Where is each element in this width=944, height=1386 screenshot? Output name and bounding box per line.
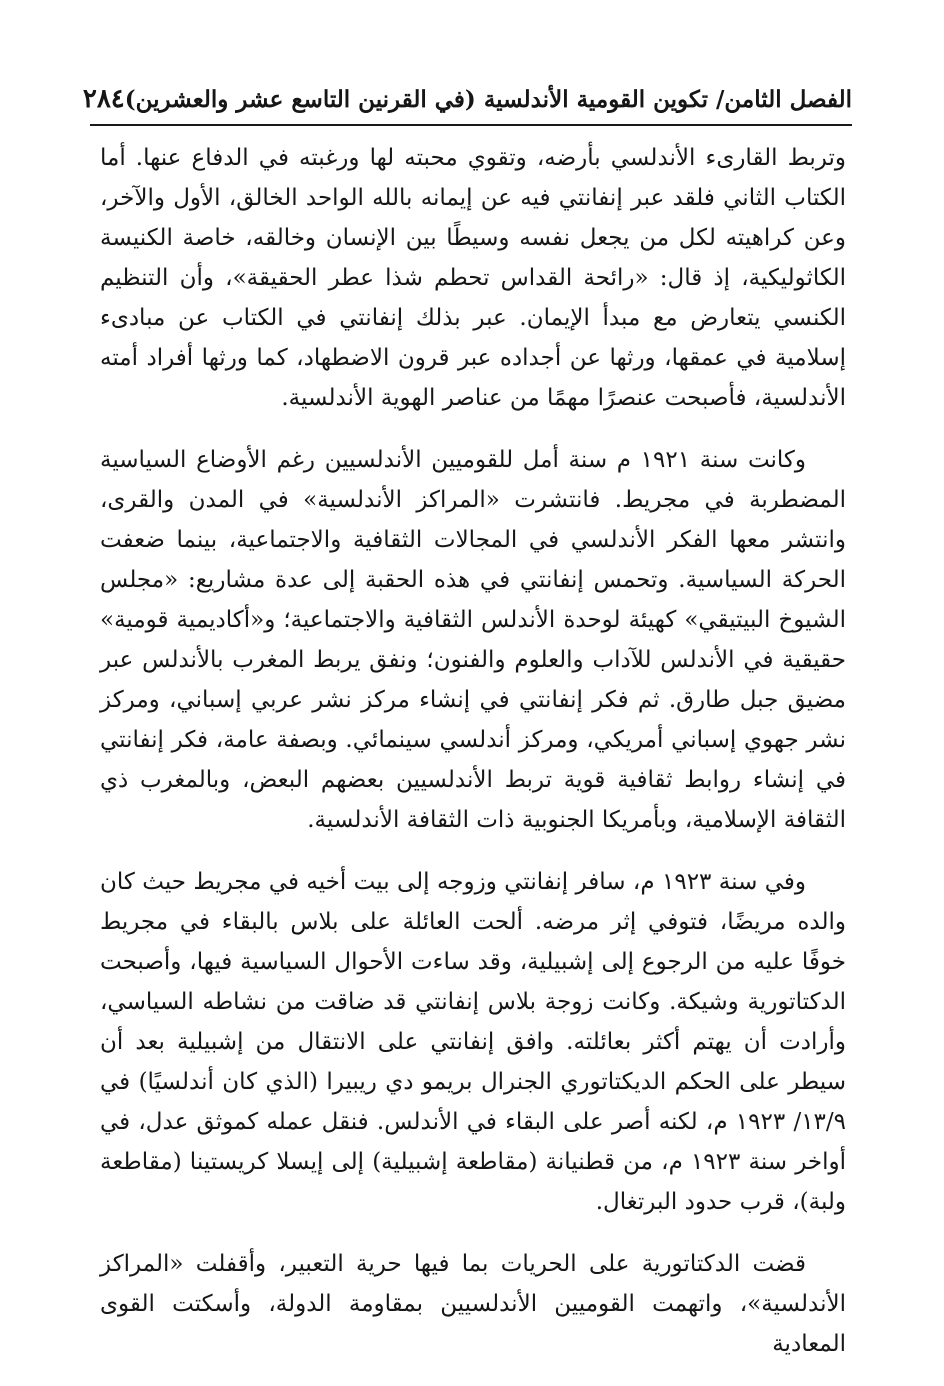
paragraph: وتربط القارىء الأندلسي بأرضه، وتقوي محبته لها ورغبته في الدفاع عنها. أما الكتاب الثاني فلقد عبر إنفانتي فيه عن إيمانه بالله الواحد الخالق، الأول والآخر، وعن كراهيته لكل من يجعل نفسه وسيطًا بين الإنسان وخالقه، خاصة الكنيسة الكاثوليكية، إذ قال: «رائحة القداس تحطم شذا عطر الحقيقة»، وأن التنظيم الكنسي يتعارض مع مبدأ الإيمان. عبر بذلك إنفانتي في الكتاب عن مبادىء إسلامية في عمقها، ورثها عن أجداده عبر قرون الاضطهاد، كما ورثها أفراد أمته الأندلسية، فأصبحت عنصرًا مهمًا من عناصر الهوية الأندلسية. (100, 145, 846, 411)
paragraph: قضت الدكتاتورية على الحريات بما فيها حرية التعبير، وأقفلت «المراكز الأندلسية»، واتهمت القوميين الأندلسيين بمقاومة الدولة، وأسكتت القوى المعادية (100, 1251, 846, 1357)
chapter-title: الفصل الثامن/ تكوين القومية الأندلسية (في القرنين التاسع عشر والعشرين) (124, 85, 852, 113)
running-header (82, 82, 852, 116)
page-number: ٢٨٤ (82, 84, 125, 114)
paragraph: وفي سنة ١٩٢٣ م، سافر إنفانتي وزوجه إلى بيت أخيه في مجريط حيث كان والده مريضًا، فتوفي إثر مرضه. ألحت العائلة على بلاس بالبقاء في مجريط خوفًا عليه من الرجوع إلى إشبيلية، وقد ساءت الأحوال السياسية فيها، وأصبحت الدكتاتورية وشيكة. وكانت زوجة بلاس إنفانتي قد ضاقت من نشاطه السياسي، وأرادت أن يهتم أكثر بعائلته. وافق إنفانتي على الانتقال من إشبيلية بعد أن سيطر على الحكم الديكتاتوري الجنرال بريمو دي ريبيرا (الذي كان أندلسيًا) في ١٣/٩/ ١٩٢٣ م، لكنه أصر على البقاء في الأندلس. فنقل عمله كموثق عدل، في أواخر سنة ١٩٢٣ م، من قطنيانة (مقاطعة إشبيلية) إلى إيسلا كريستينا (مقاطعة ولبة)، قرب حدود البرتغال. (100, 869, 847, 1215)
paragraph: وكانت سنة ١٩٢١ م سنة أمل للقوميين الأندلسيين رغم الأوضاع السياسية المضطربة في مجريط. فانتشرت «المراكز الأندلسية» في المدن والقرى، وانتشر معها الفكر الأندلسي في المجالات الثقافية والاجتماعية، بينما ضعفت الحركة السياسية. وتحمس إنفانتي في هذه الحقبة إلى عدة مشاريع: «مجلس الشيوخ البيتيقي» كهيئة لوحدة الأندلس الثقافية والاجتماعية؛ و«أكاديمية قومية» حقيقية في الأندلس للآداب والعلوم والفنون؛ ونفق يربط المغرب بالأندلس عبر مضيق جبل طارق. ثم فكر إنفانتي في إنشاء مركز نشر عربي إسباني، ومركز نشر جهوي إسباني أمريكي، ومركز أندلسي سينمائي. وبصفة عامة، فكر إنفانتي في إنشاء روابط ثقافية قوية تربط الأندلسيين بعضهم البعض، وبالمغرب ذي الثقافة الإسلامية، وبأمريكا الجنوبية ذات الثقافة الأندلسية. (100, 447, 846, 833)
body-text (100, 138, 846, 1386)
header-divider (90, 124, 852, 126)
